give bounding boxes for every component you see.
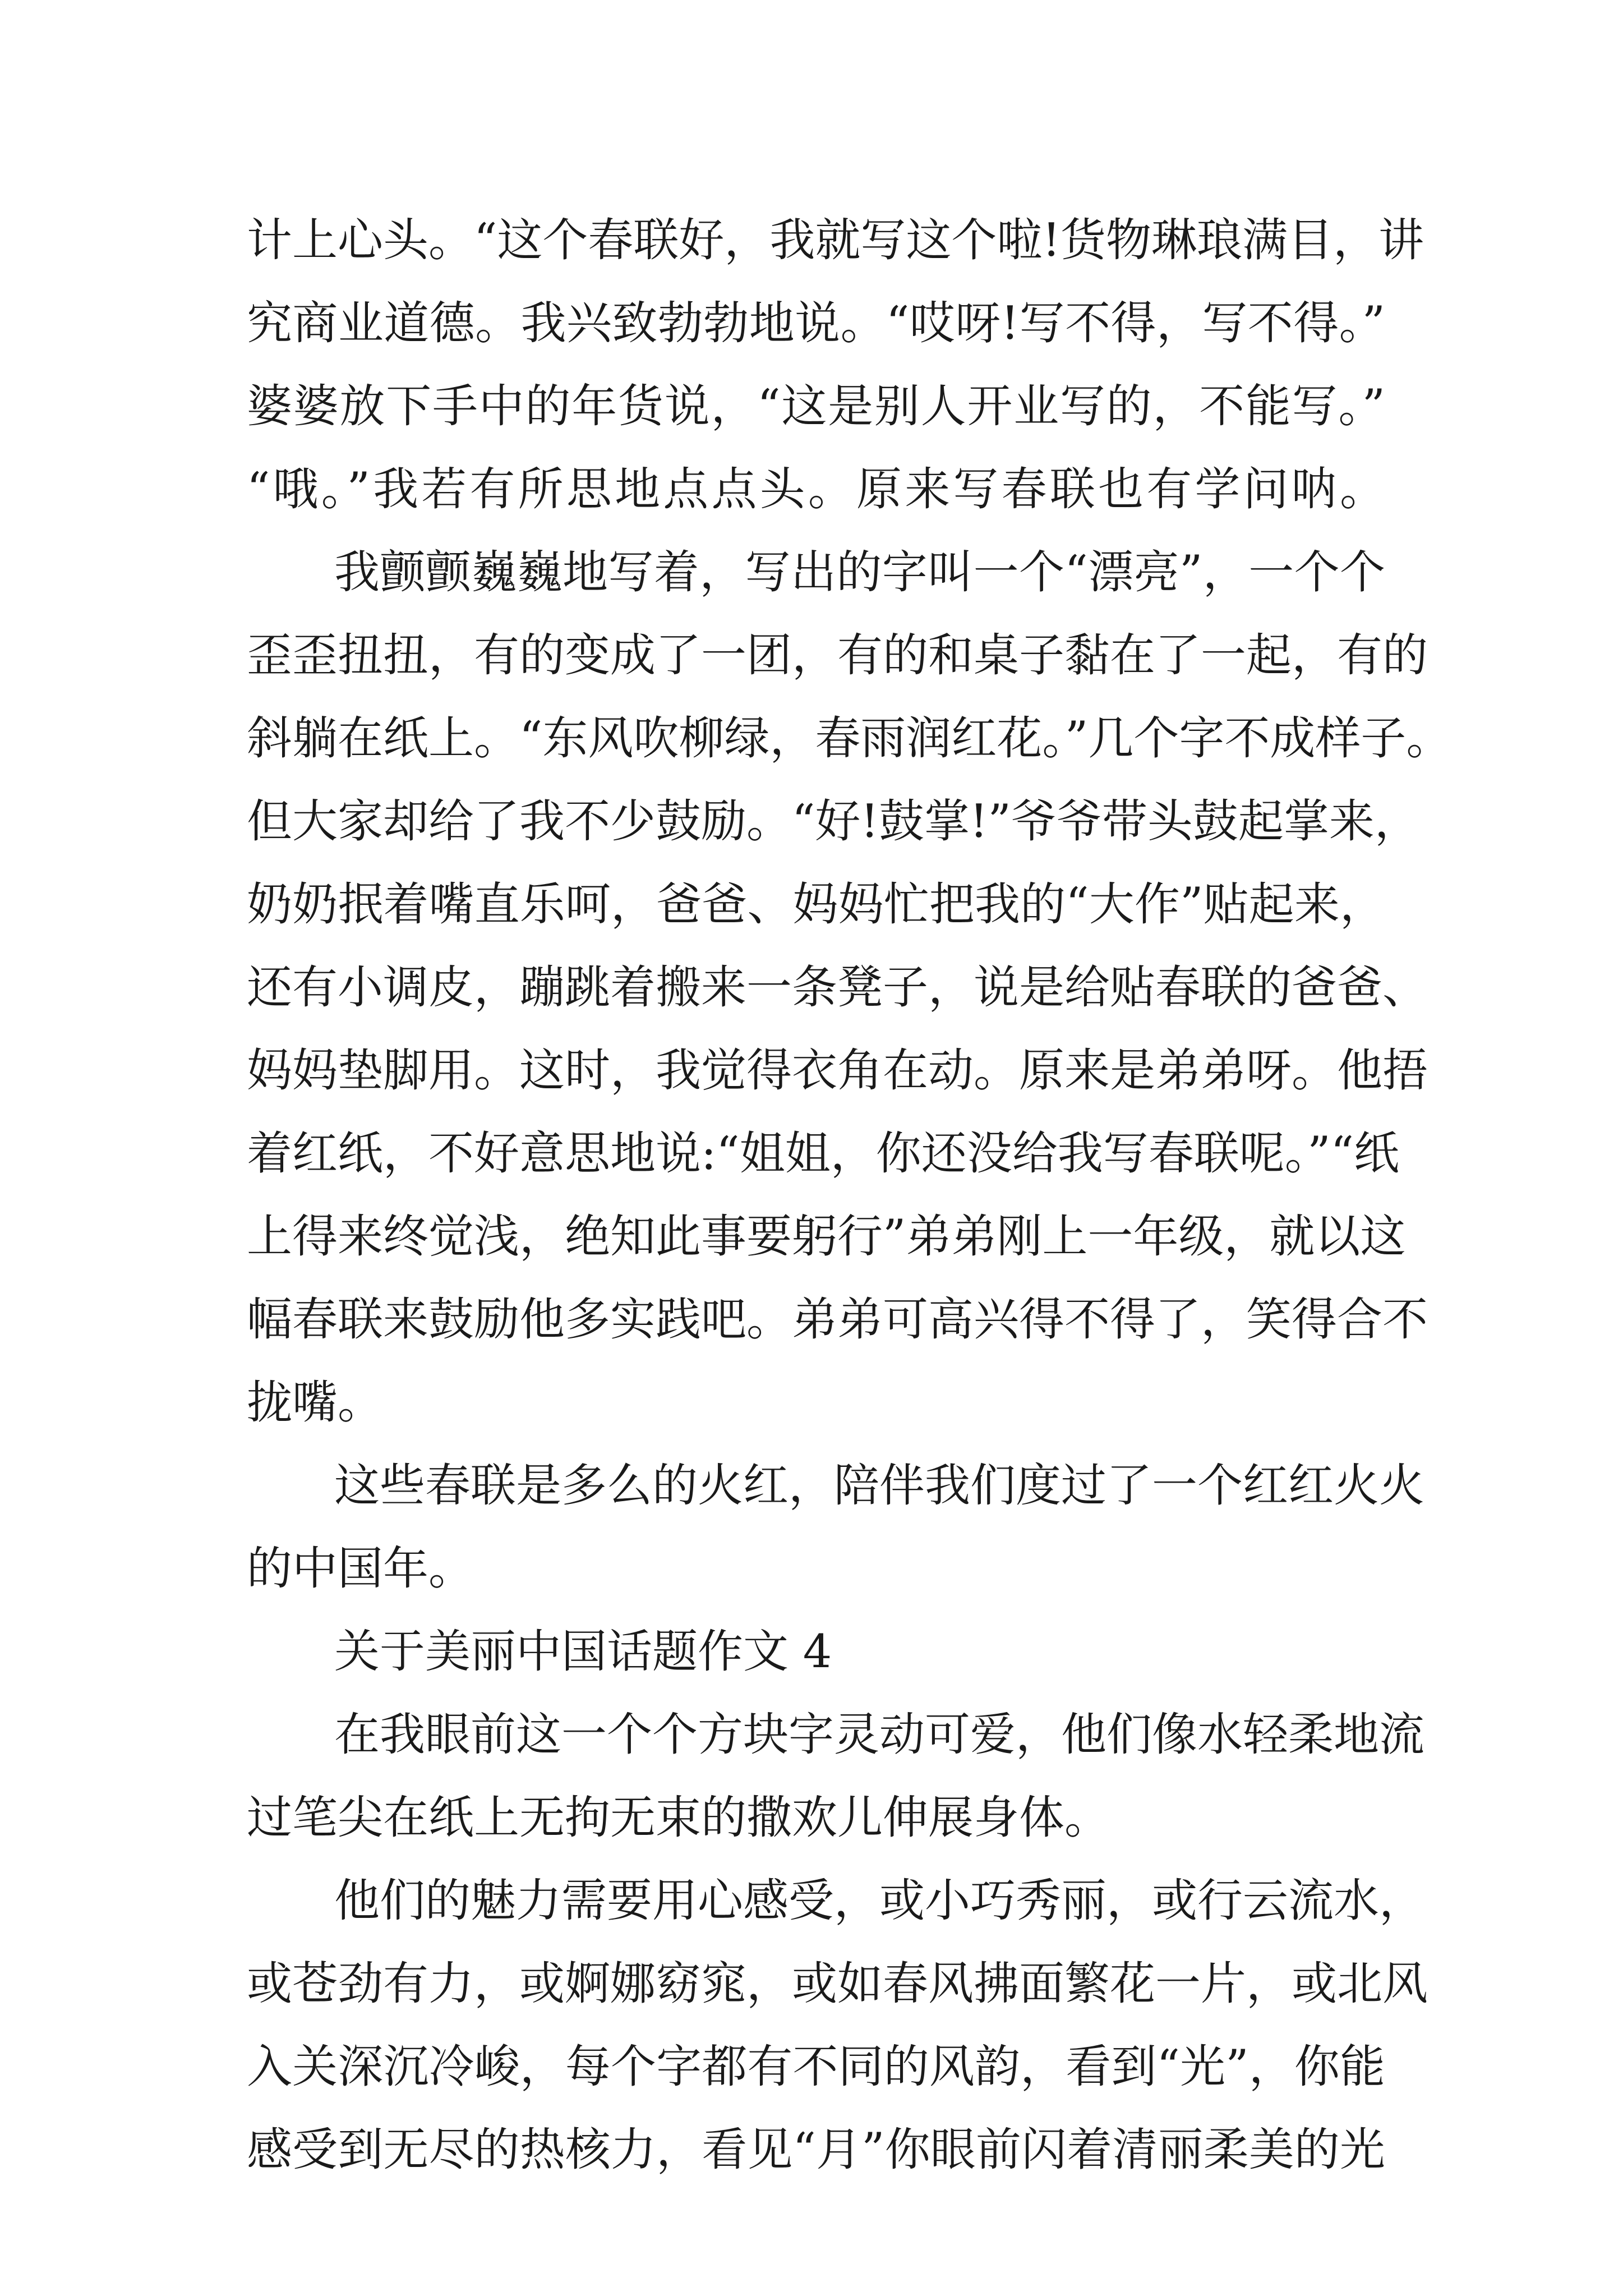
text-line: 入关深沉冷峻，每个字都有不同的风韵，看到“光”，你能 [247,2041,1385,2093]
text-line: 计上心头。“这个春联好，我就写这个啦!货物琳琅满目，讲 [247,214,1424,267]
section-heading: 关于美丽中国话题作文 4 [334,1626,832,1678]
text-line: 斜躺在纸上。“东风吹柳绿，春雨润红花。”几个字不成样子。 [247,712,1452,765]
text-line: 但大家却给了我不少鼓励。“好!鼓掌!”爷爷带头鼓起掌来， [247,795,1420,848]
text-line: 妈妈垫脚用。这时，我觉得衣角在动。原来是弟弟呀。他捂 [247,1045,1428,1097]
paragraph-end-line: 的中国年。 [247,1543,474,1595]
text-line: 或苍劲有力，或婀娜窈窕，或如春风拂面繁花一片，或北风 [247,1958,1428,2010]
paragraph-end-line: 拢嘴。 [247,1377,384,1429]
text-line: 幅春联来鼓励他多实践吧。弟弟可高兴得不得了，笑得合不 [247,1294,1428,1346]
paragraph-end-line: 过笔尖在纸上无拘无束的撒欢儿伸展身体。 [247,1792,1110,1844]
body-text [247,199,1452,2192]
text-line: 奶奶抿着嘴直乐呵，爸爸、妈妈忙把我的“大作”贴起来， [247,878,1385,931]
text-line: 着红纸，不好意思地说:“姐姐，你还没给我写春联呢。”“纸 [247,1128,1400,1180]
text-line: 究商业道德。我兴致勃勃地说。“哎呀!写不得，写不得。” [247,297,1385,350]
text-line: 歪歪扭扭，有的变成了一团，有的和桌子黏在了一起，有的 [247,629,1428,682]
text-line: 还有小调皮，蹦跳着搬来一条凳子，说是给贴春联的爸爸、 [247,961,1428,1014]
paragraph-start-line: 我颤颤巍巍地写着，写出的字叫一个“漂亮”，一个个 [334,546,1385,599]
paragraph-start-line: 这些春联是多么的火红，陪伴我们度过了一个红红火火 [334,1460,1425,1512]
text-line: “哦。”我若有所思地点点头。原来写春联也有学问呐。 [247,463,1385,516]
text-line: 感受到无尽的热核力，看见“月”你眼前闪着清丽柔美的光 [247,2124,1385,2177]
paragraph-start-line: 他们的魅力需要用心感受，或小巧秀丽，或行云流水， [334,1875,1425,1927]
text-line: 上得来终觉浅，绝知此事要躬行”弟弟刚上一年级，就以这 [247,1211,1406,1263]
paragraph-start-line: 在我眼前这一个个方块字灵动可爱，他们像水轻柔地流 [334,1709,1425,1761]
text-line: 婆婆放下手中的年货说，“这是别人开业写的，不能写。” [247,380,1385,433]
